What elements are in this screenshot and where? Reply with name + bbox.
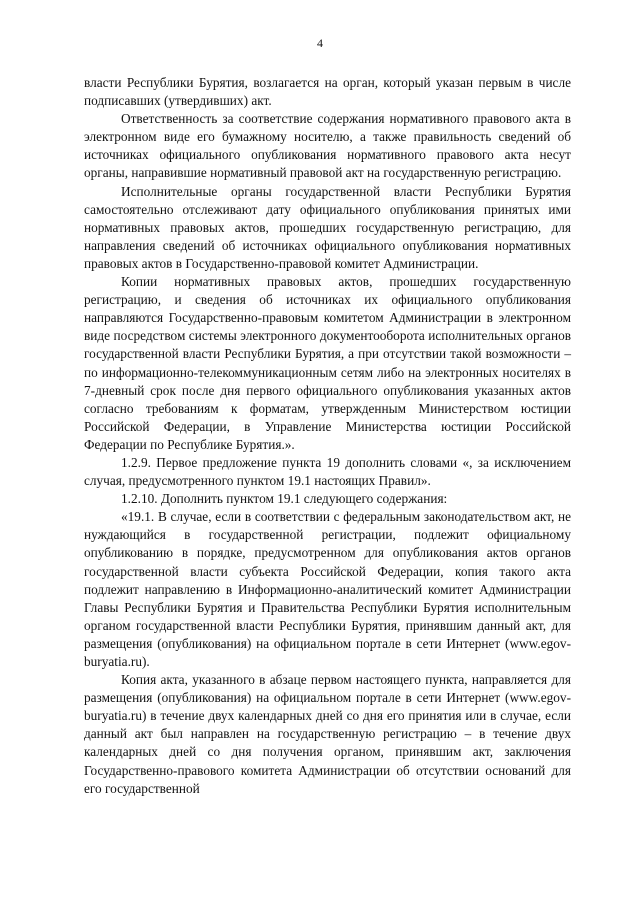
paragraph-copy-of-act: Копия акта, указанного в абзаце первом настоящего пункта, направляется для размещения (опубликования) на официальном портале в сети Интернет (www.egov-buryatia.ru) в течение двух календарных дней со дня его принятия или в случае, если данный акт был направлен на государственную регистрацию – в течение двух календарных дней со дня получения органом, принявшим акт, заключения Государственно-правового комитета Администрации об отсутствии оснований для его государственной	[84, 672, 571, 796]
paragraph-19-1: «19.1. В случае, если в соответствии с федеральным законодательством акт, не нуждающийся в государственной регистрации, подлежит официальному опубликованию в порядке, предусмотренном для опубликования актов органов государственной власти субъекта Российской Федерации, копия такого акта подлежит направлению в Информационно-аналитический комитет Администрации Главы Республики Бурятия и Правительства Республики Бурятия исполнительным органом государственной власти Республики Бурятия, принявшим данный акт, для размещения (опубликования) на официальном портале в сети Интернет (www.egov-buryatia.ru).	[84, 509, 571, 669]
page-number: 4	[317, 36, 323, 50]
paragraph-responsibility: Ответственность за соответствие содержания нормативного правового акта в электронном виде его бумажному носителю, а также правильность сведений об источниках официального опубликования нормативного правового акта несут органы, направившие нормативный правовой акт на государственную регистрацию.	[84, 111, 571, 181]
paragraph-1-2-10: 1.2.10. Дополнить пунктом 19.1 следующего содержания:	[121, 491, 448, 507]
paragraph-copies: Копии нормативных правовых актов, прошедших государственную регистрацию, и сведения об источниках их официального опубликования направляются Государственно-правовым комитетом Администрации в электронном виде посредством системы электронного документооборота исполнительных органов государственной власти Республики Бурятия, а при отсутствии такой возможности – по информационно-телекоммуникационным сетям либо на электронных носителях в 7-дневный срок после дня первого официального опубликования указанных актов согласно требованиям к форматам, утвержденным Министерством юстиции Российской Федерации, в Управление Министерства юстиции Российской Федерации по Республике Бурятия.».	[84, 274, 571, 452]
paragraph-continuation: власти Республики Бурятия, возлагается на орган, который указан первым в числе подписавших (утвердивших) акт.	[84, 75, 571, 109]
paragraph-executive-bodies: Исполнительные органы государственной власти Республики Бурятия самостоятельно отслеживают дату официального опубликования принятых ими нормативных правовых актов, прошедших государственную регистрацию, для направления сведений об источниках официального опубликования нормативных правовых актов в Государственно-правовой комитет Администрации.	[84, 183, 571, 271]
document-body	[84, 74, 571, 798]
paragraph-1-2-9: 1.2.9. Первое предложение пункта 19 дополнить словами «, за исключением случая, предусмотренного пунктом 19.1 настоящих Правил».	[84, 454, 571, 489]
